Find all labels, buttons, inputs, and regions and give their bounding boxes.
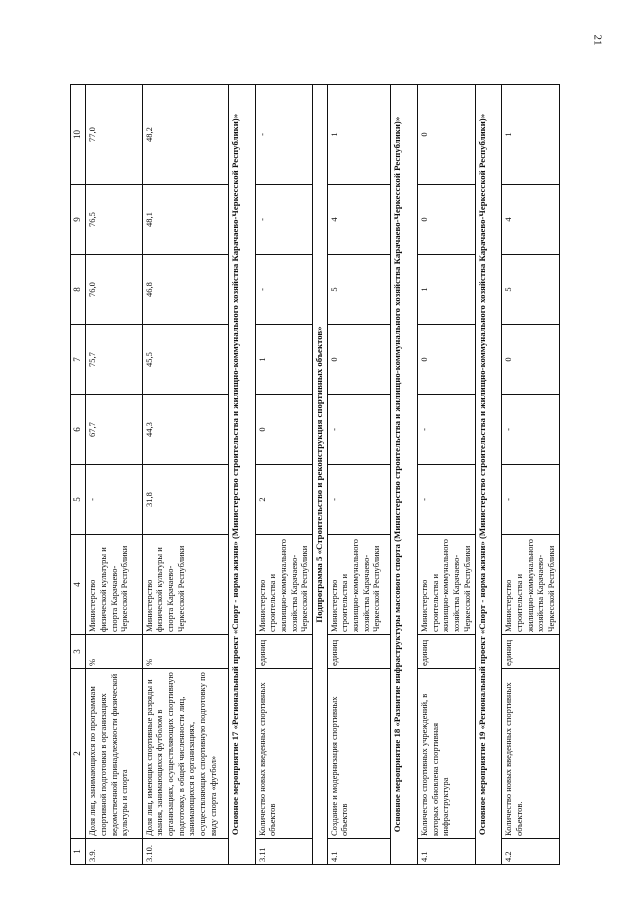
indicator-name: Создание и модернизация спортивных объектов (327, 669, 391, 839)
value-cell: - (502, 465, 560, 535)
value-cell: 46,8 (142, 255, 228, 325)
row-number: 4.2 (502, 839, 560, 865)
row-number: 4.1 (418, 839, 476, 865)
value-cell: - (327, 395, 391, 465)
value-cell: 67,7 (86, 395, 142, 465)
header-cell: 5 (71, 465, 86, 535)
executor-cell: Министерство физической культуры и спорта Карачаево-Черкесской Республики (86, 535, 142, 635)
value-cell: - (86, 465, 142, 535)
value-cell: - (255, 85, 313, 185)
section-row (391, 85, 418, 865)
section-heading: Основное мероприятие 18 «Развитие инфраструктуры массового спорта (Министерство строительства и жилищно-коммунального хозяйства Карачаево-Черкесской Республики)» (391, 85, 418, 865)
section-heading: Основное мероприятие 17 «Региональный проект «Спорт - норма жизни» (Министерство строительства и жилищно-коммунального хозяйства Карачаево-Черкесской Республики)» (229, 85, 256, 865)
value-cell: - (418, 465, 476, 535)
executor-cell: Министерство строительства и жилищно-коммунального хозяйства Карачаево-Черкесской Республики (255, 535, 313, 635)
header-cell: 9 (71, 185, 86, 255)
header-cell: 8 (71, 255, 86, 325)
unit-cell: единиц (255, 635, 313, 669)
indicator-name: Доля лиц, имеющих спортивные разряды и звания, занимающихся футболом в организациях, осуществляющих спортивную подготовку, в общей численности лиц, занимающихся в организациях, осуществляющих спортивную подготовку по виду спорта «футбол» (142, 669, 228, 839)
header-cell: 6 (71, 395, 86, 465)
header-cell: 7 (71, 325, 86, 395)
value-cell: 0 (502, 325, 560, 395)
value-cell: 0 (418, 85, 476, 185)
header-row (71, 85, 86, 865)
value-cell: 76,0 (86, 255, 142, 325)
row-number: 4.1 (327, 839, 391, 865)
unit-cell: единиц (502, 635, 560, 669)
value-cell: 0 (418, 185, 476, 255)
value-cell: 48,2 (142, 85, 228, 185)
table-row (327, 85, 391, 865)
value-cell: 1 (255, 325, 313, 395)
executor-cell: Министерство строительства и жилищно-коммунального хозяйства Карачаево-Черкесской Республики (418, 535, 476, 635)
value-cell: - (502, 395, 560, 465)
subprogram-heading: Подпрограмма 5 «Строительство и реконструкция спортивных объектов» (313, 85, 327, 865)
indicator-name: Количество спортивных учреждений, в которых обновлена спортивная инфраструктура (418, 669, 476, 839)
header-cell: 1 (71, 839, 86, 865)
value-cell: 77,0 (86, 85, 142, 185)
indicator-name: Доля лиц, занимающихся по программам спортивной подготовки в организациях ведомственной принадлежности физической культуры и спорта (86, 669, 142, 839)
value-cell: 76,5 (86, 185, 142, 255)
value-cell: 2 (255, 465, 313, 535)
value-cell: 48,1 (142, 185, 228, 255)
value-cell: 1 (327, 85, 391, 185)
unit-cell: % (142, 635, 228, 669)
value-cell: 0 (418, 325, 476, 395)
section-row (229, 85, 256, 865)
value-cell: 0 (255, 395, 313, 465)
value-cell: 45,5 (142, 325, 228, 395)
unit-cell: единиц (327, 635, 391, 669)
row-number: 3.10. (142, 839, 228, 865)
value-cell: 1 (502, 85, 560, 185)
value-cell: - (255, 185, 313, 255)
table-row (502, 85, 560, 865)
indicators-table (70, 84, 560, 865)
unit-cell: единиц (418, 635, 476, 669)
value-cell: 4 (502, 185, 560, 255)
section-row (313, 85, 327, 865)
header-cell: 10 (71, 85, 86, 185)
value-cell: 75,7 (86, 325, 142, 395)
value-cell: 5 (502, 255, 560, 325)
page-number: 21 (591, 34, 604, 46)
value-cell: 4 (327, 185, 391, 255)
value-cell: - (327, 465, 391, 535)
executor-cell: Министерство строительства и жилищно-коммунального хозяйства Карачаево-Черкесской Республики (327, 535, 391, 635)
unit-cell: % (86, 635, 142, 669)
header-cell: 2 (71, 669, 86, 839)
indicator-name: Количество новых введенных спортивных объектов. (502, 669, 560, 839)
table-row (86, 85, 142, 865)
indicator-name: Количество новых введенных спортивных объектов (255, 669, 313, 839)
value-cell: 5 (327, 255, 391, 325)
value-cell: 1 (418, 255, 476, 325)
header-cell: 4 (71, 535, 86, 635)
value-cell: 31,8 (142, 465, 228, 535)
row-number: 3.9. (86, 839, 142, 865)
value-cell: - (418, 395, 476, 465)
section-row (475, 85, 502, 865)
table-row (142, 85, 228, 865)
executor-cell: Министерство строительства и жилищно-коммунального хозяйства Карачаево-Черкесской Республики (502, 535, 560, 635)
rotated-table-container (70, 85, 560, 865)
executor-cell: Министерство физической культуры и спорта Карачаево-Черкесской Республики (142, 535, 228, 635)
table-row (255, 85, 313, 865)
row-number: 3.11 (255, 839, 313, 865)
table-row (418, 85, 476, 865)
header-cell: 3 (71, 635, 86, 669)
value-cell: - (255, 255, 313, 325)
value-cell: 44,3 (142, 395, 228, 465)
section-heading: Основное мероприятие 19 «Региональный проект «Спорт - норма жизни» (Министерство строительства и жилищно-коммунального хозяйства Карачаево-Черкесской Республики)» (475, 85, 502, 865)
value-cell: 0 (327, 325, 391, 395)
